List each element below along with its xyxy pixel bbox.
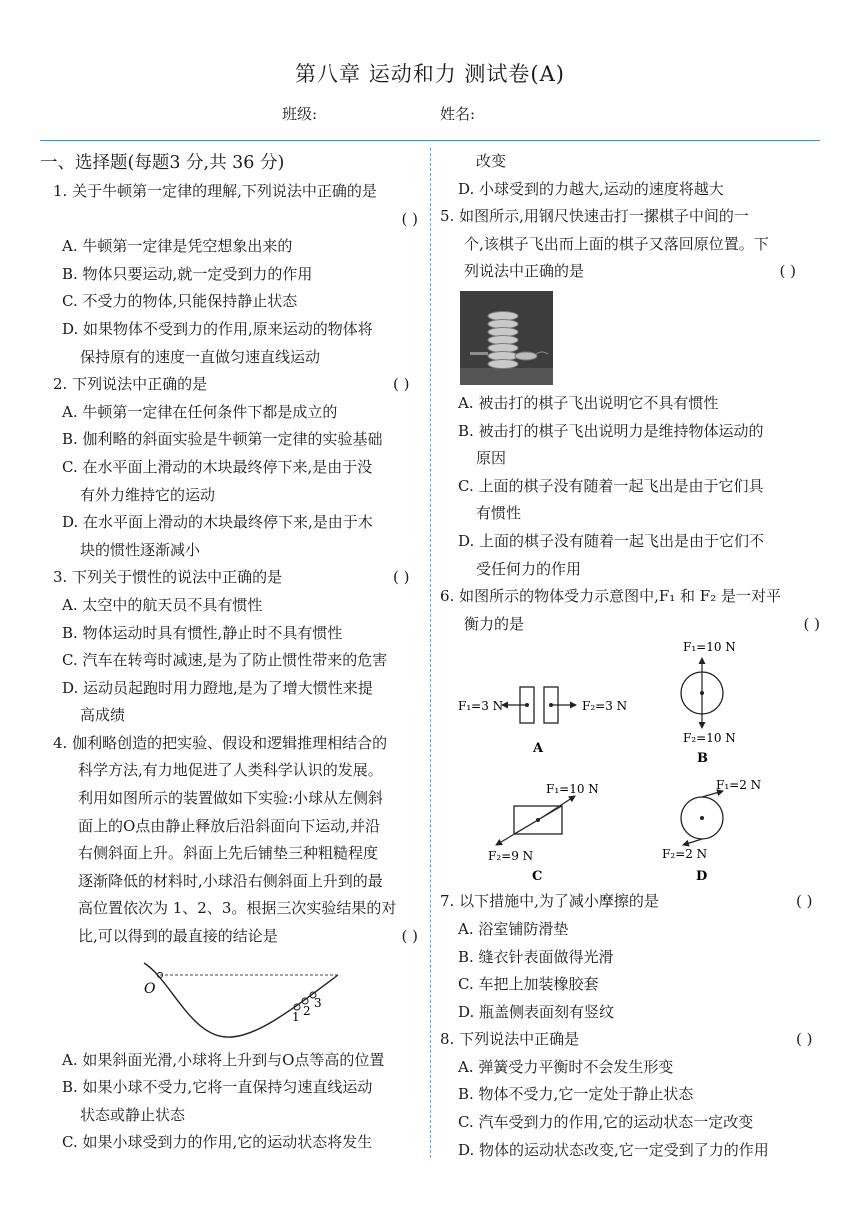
page-title: 第八章 运动和力 测试卷(A) (295, 62, 565, 86)
question-stem: 1. 关于牛顿第一定律的理解,下列说法中正确的是 (53, 182, 377, 200)
option-c[interactable]: C. 在水平面上滑动的木块最终停下来,是由于没 (62, 457, 373, 476)
question-4 (40, 730, 420, 1157)
option-a[interactable]: A. 浴室铺防滑垫 (458, 919, 569, 938)
option-c[interactable]: C. 不受力的物体,只能保持静止状态 (62, 292, 298, 311)
table-surface (460, 368, 553, 385)
question-stem (40, 564, 420, 592)
question-stem-cont: 逐渐降低的材料时,小球沿右侧斜面上升到的最 (78, 871, 383, 890)
option-c-cont: 有惯性 (476, 504, 522, 523)
diagram-d-label: D (696, 869, 708, 885)
u-track (144, 963, 338, 1037)
option-a[interactable]: A. 太空中的航天员不具有惯性 (62, 595, 263, 614)
question-stem-text: 列说法中正确的是 (464, 262, 585, 281)
question-stem-cont: 高位置依次为 1、2、3。根据三次实验结果的对 (78, 899, 397, 918)
column-divider (430, 148, 431, 1158)
question-2 (40, 371, 420, 564)
option-b-cont: 状态或静止状态 (80, 1105, 186, 1124)
option-d[interactable]: D. 如果物体不受到力的作用,原来运动的物体将 (62, 319, 373, 338)
option-c[interactable]: C. 上面的棋子没有随着一起飞出是由于它们具 (458, 476, 764, 495)
option-c[interactable]: C. 车把上加装橡胶套 (458, 975, 599, 994)
option-c[interactable]: C. 汽车受到力的作用,它的运动状态一定改变 (458, 1113, 754, 1132)
diagram-b (681, 640, 736, 766)
force-diagrams (440, 638, 822, 888)
diagram-c-f2: F₂=9 N (488, 849, 534, 864)
answer-blank[interactable]: ( ) (401, 927, 418, 946)
question-stem-text: 3. 下列关于惯性的说法中正确的是 (53, 568, 283, 587)
question-stem: 5. 如图所示,用钢尺快速击打一摞棋子中间的一 (440, 207, 749, 226)
diagram-b-f2: F₂=10 N (683, 731, 736, 746)
option-d[interactable]: D. 小球受到的力越大,运动的速度将越大 (458, 179, 724, 198)
question-stem-cont: 右侧斜面上升。斜面上先后铺垫三种粗糙程度 (78, 844, 379, 863)
checker-stack-photo (440, 286, 822, 390)
option-c-cont: 有外力维持它的运动 (80, 485, 216, 504)
answer-blank[interactable]: ( ) (393, 568, 410, 587)
question-stem-cont (440, 258, 822, 286)
diagram-b-label: B (697, 751, 708, 767)
question-stem-text: 比,可以得到的最直接的结论是 (78, 927, 278, 946)
question-stem-text: 7. 以下措施中,为了减小摩擦的是 (440, 892, 659, 911)
diagram-c-f1: F₁=10 N (546, 782, 599, 797)
diagram-b-f1: F₁=10 N (683, 640, 736, 655)
option-d-cont: 块的惯性逐渐减小 (80, 540, 201, 559)
class-label: 班级: (282, 105, 318, 123)
question-stem-cont: 科学方法,有力地促进了人类科学认识的发展。 (78, 761, 383, 780)
diagram-a (458, 687, 627, 756)
option-b[interactable]: B. 缝衣针表面做得光滑 (458, 947, 614, 966)
section-title: 一、选择题(每题3 分,共 36 分) (40, 153, 285, 173)
pos-2-label: 2 (303, 1003, 311, 1018)
question-stem-text: 2. 下列说法中正确的是 (53, 375, 208, 394)
question-3 (40, 564, 420, 730)
option-b[interactable]: B. 物体只要运动,就一定受到力的作用 (62, 264, 313, 283)
question-7 (440, 888, 822, 1026)
option-b[interactable]: B. 物体运动时具有惯性,静止时不具有惯性 (62, 623, 343, 642)
answer-blank[interactable]: ( ) (796, 892, 813, 911)
option-a[interactable]: A. 被击打的棋子飞出说明它不具有惯性 (458, 393, 719, 412)
question-stem (440, 888, 822, 916)
diagram-d (662, 778, 761, 884)
option-d-cont: 高成绩 (80, 706, 126, 725)
question-stem-text: 8. 下列说法中正确是 (440, 1030, 580, 1049)
option-d-cont: 受任何力的作用 (476, 559, 582, 578)
question-stem-cont (440, 611, 822, 639)
answer-blank[interactable]: ( ) (393, 375, 410, 394)
option-d-cont: 保持原有的速度一直做匀速直线运动 (80, 347, 321, 366)
diagram-a-label: A (533, 741, 544, 757)
left-column (40, 148, 420, 1157)
option-c[interactable]: C. 如果小球受到力的作用,它的运动状态将发生 (62, 1133, 373, 1152)
question-stem-cont: 利用如图所示的装置做如下实验:小球从左侧斜 (78, 789, 384, 808)
question-stem-cont: 面上的O点由静止释放后沿斜面向下运动,并沿 (78, 816, 381, 835)
option-d[interactable]: D. 物体的运动状态改变,它一定受到了力的作用 (458, 1140, 769, 1159)
answer-blank[interactable]: ( ) (803, 614, 820, 633)
option-b-cont: 原因 (476, 449, 507, 468)
option-a[interactable]: A. 如果斜面光滑,小球将上升到与O点等高的位置 (62, 1050, 385, 1069)
question-stem (440, 1026, 822, 1054)
option-b[interactable]: B. 物体不受力,它一定处于静止状态 (458, 1085, 694, 1104)
pos-1-label: 1 (292, 1009, 300, 1024)
question-stem: 4. 伽利略创造的把实验、假设和逻辑推理相结合的 (53, 733, 388, 752)
name-label: 姓名: (440, 105, 476, 123)
diagram-c (488, 782, 599, 884)
option-b[interactable]: B. 被击打的棋子飞出说明力是维持物体运动的 (458, 421, 764, 440)
option-a[interactable]: A. 弹簧受力平衡时不会发生形变 (458, 1057, 674, 1076)
option-d[interactable]: D. 运动员起跑时用力蹬地,是为了增大惯性来提 (62, 678, 373, 697)
incline-figure (40, 951, 420, 1047)
right-column (440, 148, 822, 1164)
question-stem-text: 衡力的是 (464, 614, 525, 633)
option-c-cont: 改变 (476, 152, 507, 170)
answer-blank[interactable]: ( ) (401, 209, 418, 228)
question-1 (40, 178, 420, 371)
answer-blank[interactable]: ( ) (796, 1030, 813, 1049)
option-b[interactable]: B. 如果小球不受力,它将一直保持匀速直线运动 (62, 1078, 373, 1097)
option-a[interactable]: A. 牛顿第一定律是凭空想象出来的 (62, 237, 293, 256)
diagram-d-f2: F₂=2 N (662, 847, 708, 862)
question-stem (40, 371, 420, 399)
option-d[interactable]: D. 上面的棋子没有随着一起飞出是由于它们不 (458, 531, 765, 550)
question-5 (440, 203, 822, 583)
struck-checker (515, 352, 537, 360)
option-c[interactable]: C. 汽车在转弯时减速,是为了防止惯性带来的危害 (62, 651, 388, 670)
diagram-a-f1: F₁=3 N (458, 699, 504, 714)
steel-ruler (470, 352, 488, 355)
pos-3-label: 3 (314, 995, 322, 1010)
diagram-d-f1: F₁=2 N (716, 778, 762, 793)
diagram-a-f2: F₂=3 N (582, 699, 628, 714)
answer-blank[interactable]: ( ) (779, 262, 796, 281)
diagram-c-label: C (532, 869, 543, 885)
question-stem-cont: 个,该棋子飞出而上面的棋子又落回原位置。下 (464, 234, 769, 253)
question-stem-cont (40, 923, 420, 951)
option-b[interactable]: B. 伽利略的斜面实验是牛顿第一定律的实验基础 (62, 430, 383, 449)
header-divider (40, 140, 820, 141)
question-stem: 6. 如图所示的物体受力示意图中,F₁ 和 F₂ 是一对平 (440, 587, 781, 606)
point-o-label: O (144, 980, 156, 997)
option-d[interactable]: D. 在水平面上滑动的木块最终停下来,是由于木 (62, 513, 373, 532)
question-8 (440, 1026, 822, 1164)
option-d[interactable]: D. 瓶盖侧表面刻有竖纹 (458, 1002, 615, 1021)
question-6 (440, 583, 822, 888)
option-a[interactable]: A. 牛顿第一定律在任何条件下都是成立的 (62, 402, 338, 421)
